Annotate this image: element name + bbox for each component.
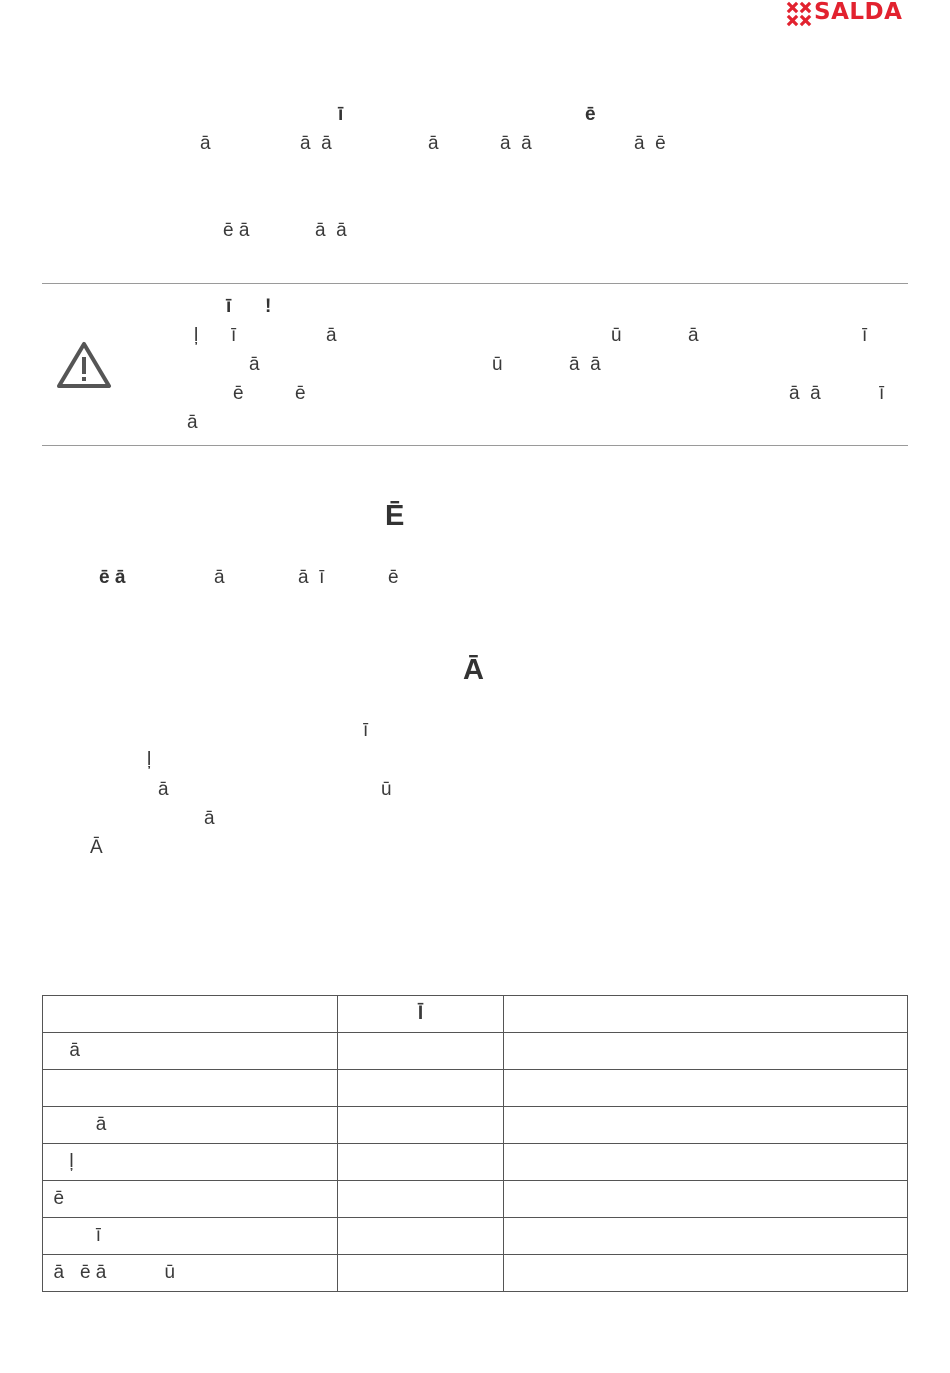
table-cell bbox=[338, 1144, 504, 1181]
table-cell bbox=[338, 1218, 504, 1255]
text-fragment: ā ā bbox=[300, 133, 332, 154]
text-fragment: ē ā bbox=[223, 220, 250, 241]
table-cell bbox=[504, 1218, 908, 1255]
table-row bbox=[43, 1107, 908, 1144]
table-row bbox=[43, 1033, 908, 1070]
table-cell bbox=[504, 1255, 908, 1292]
table-header-row bbox=[43, 996, 908, 1033]
text-fragment: ī bbox=[862, 325, 868, 346]
text-fragment: ī bbox=[363, 720, 369, 741]
table-cell: Ī bbox=[338, 996, 504, 1033]
table-cell: ļ bbox=[43, 1144, 338, 1181]
text-fragment: ā bbox=[200, 133, 211, 154]
text-fragment: ā bbox=[249, 354, 260, 375]
table-cell bbox=[504, 1107, 908, 1144]
text-fragment: ē bbox=[233, 383, 244, 404]
table-cell bbox=[504, 1181, 908, 1218]
table-cell bbox=[338, 1181, 504, 1218]
table-row bbox=[43, 1218, 908, 1255]
text-fragment: ī bbox=[338, 104, 344, 125]
salda-logo bbox=[784, 0, 912, 28]
text-fragment: ā ā bbox=[315, 220, 347, 241]
divider-top bbox=[42, 283, 908, 284]
table-row bbox=[43, 1070, 908, 1107]
salda-mark-icon bbox=[786, 1, 812, 27]
section-2-heading: Ā bbox=[463, 654, 484, 686]
text-fragment: ā ā bbox=[789, 383, 821, 404]
table-cell: ē bbox=[43, 1181, 338, 1218]
text-fragment: ū bbox=[611, 325, 622, 346]
text-fragment: ļ bbox=[194, 325, 199, 346]
text-fragment: ā bbox=[214, 567, 225, 588]
text-fragment: ā bbox=[428, 133, 439, 154]
text-fragment: ī bbox=[879, 383, 885, 404]
table-cell: ā bbox=[43, 1107, 338, 1144]
table-cell: ā bbox=[43, 1033, 338, 1070]
section-1-heading: Ē bbox=[385, 500, 405, 532]
table-cell bbox=[338, 1255, 504, 1292]
text-fragment: ā bbox=[187, 412, 198, 433]
text-fragment: ā ī bbox=[298, 567, 325, 588]
text-fragment: ē bbox=[585, 104, 596, 125]
brand-name: SALDA bbox=[814, 0, 903, 25]
table-cell bbox=[338, 1070, 504, 1107]
table-cell bbox=[504, 1033, 908, 1070]
table-cell bbox=[504, 1070, 908, 1107]
text-fragment: ū bbox=[492, 354, 503, 375]
divider-bottom bbox=[42, 445, 908, 446]
table-row bbox=[43, 1144, 908, 1181]
text-fragment: ā bbox=[204, 808, 215, 829]
table-cell bbox=[338, 1033, 504, 1070]
table-cell bbox=[338, 1107, 504, 1144]
text-fragment: ā ā bbox=[569, 354, 601, 375]
table-cell bbox=[504, 1144, 908, 1181]
table-row bbox=[43, 1255, 908, 1292]
text-fragment: ū bbox=[381, 779, 392, 800]
text-fragment: ē ā bbox=[99, 567, 126, 588]
text-fragment: ļ bbox=[147, 749, 152, 770]
text-fragment: ā ē bbox=[634, 133, 666, 154]
text-fragment: ā ā bbox=[500, 133, 532, 154]
text-fragment: ī bbox=[231, 325, 237, 346]
text-fragment: ! bbox=[265, 296, 272, 317]
table-cell bbox=[43, 996, 338, 1033]
warning-triangle-icon bbox=[56, 340, 112, 390]
table-cell: ā ē ā ū bbox=[43, 1255, 338, 1292]
table-cell bbox=[43, 1070, 338, 1107]
text-fragment: ē bbox=[388, 567, 399, 588]
text-fragment: ā bbox=[688, 325, 699, 346]
text-fragment: ē bbox=[295, 383, 306, 404]
table-cell bbox=[504, 996, 908, 1033]
text-fragment: ī bbox=[226, 296, 232, 317]
table-row bbox=[43, 1181, 908, 1218]
text-fragment: Ā bbox=[90, 837, 103, 858]
text-fragment: ā bbox=[158, 779, 169, 800]
table-cell: ī bbox=[43, 1218, 338, 1255]
text-fragment: ā bbox=[326, 325, 337, 346]
spec-table bbox=[42, 995, 908, 1292]
